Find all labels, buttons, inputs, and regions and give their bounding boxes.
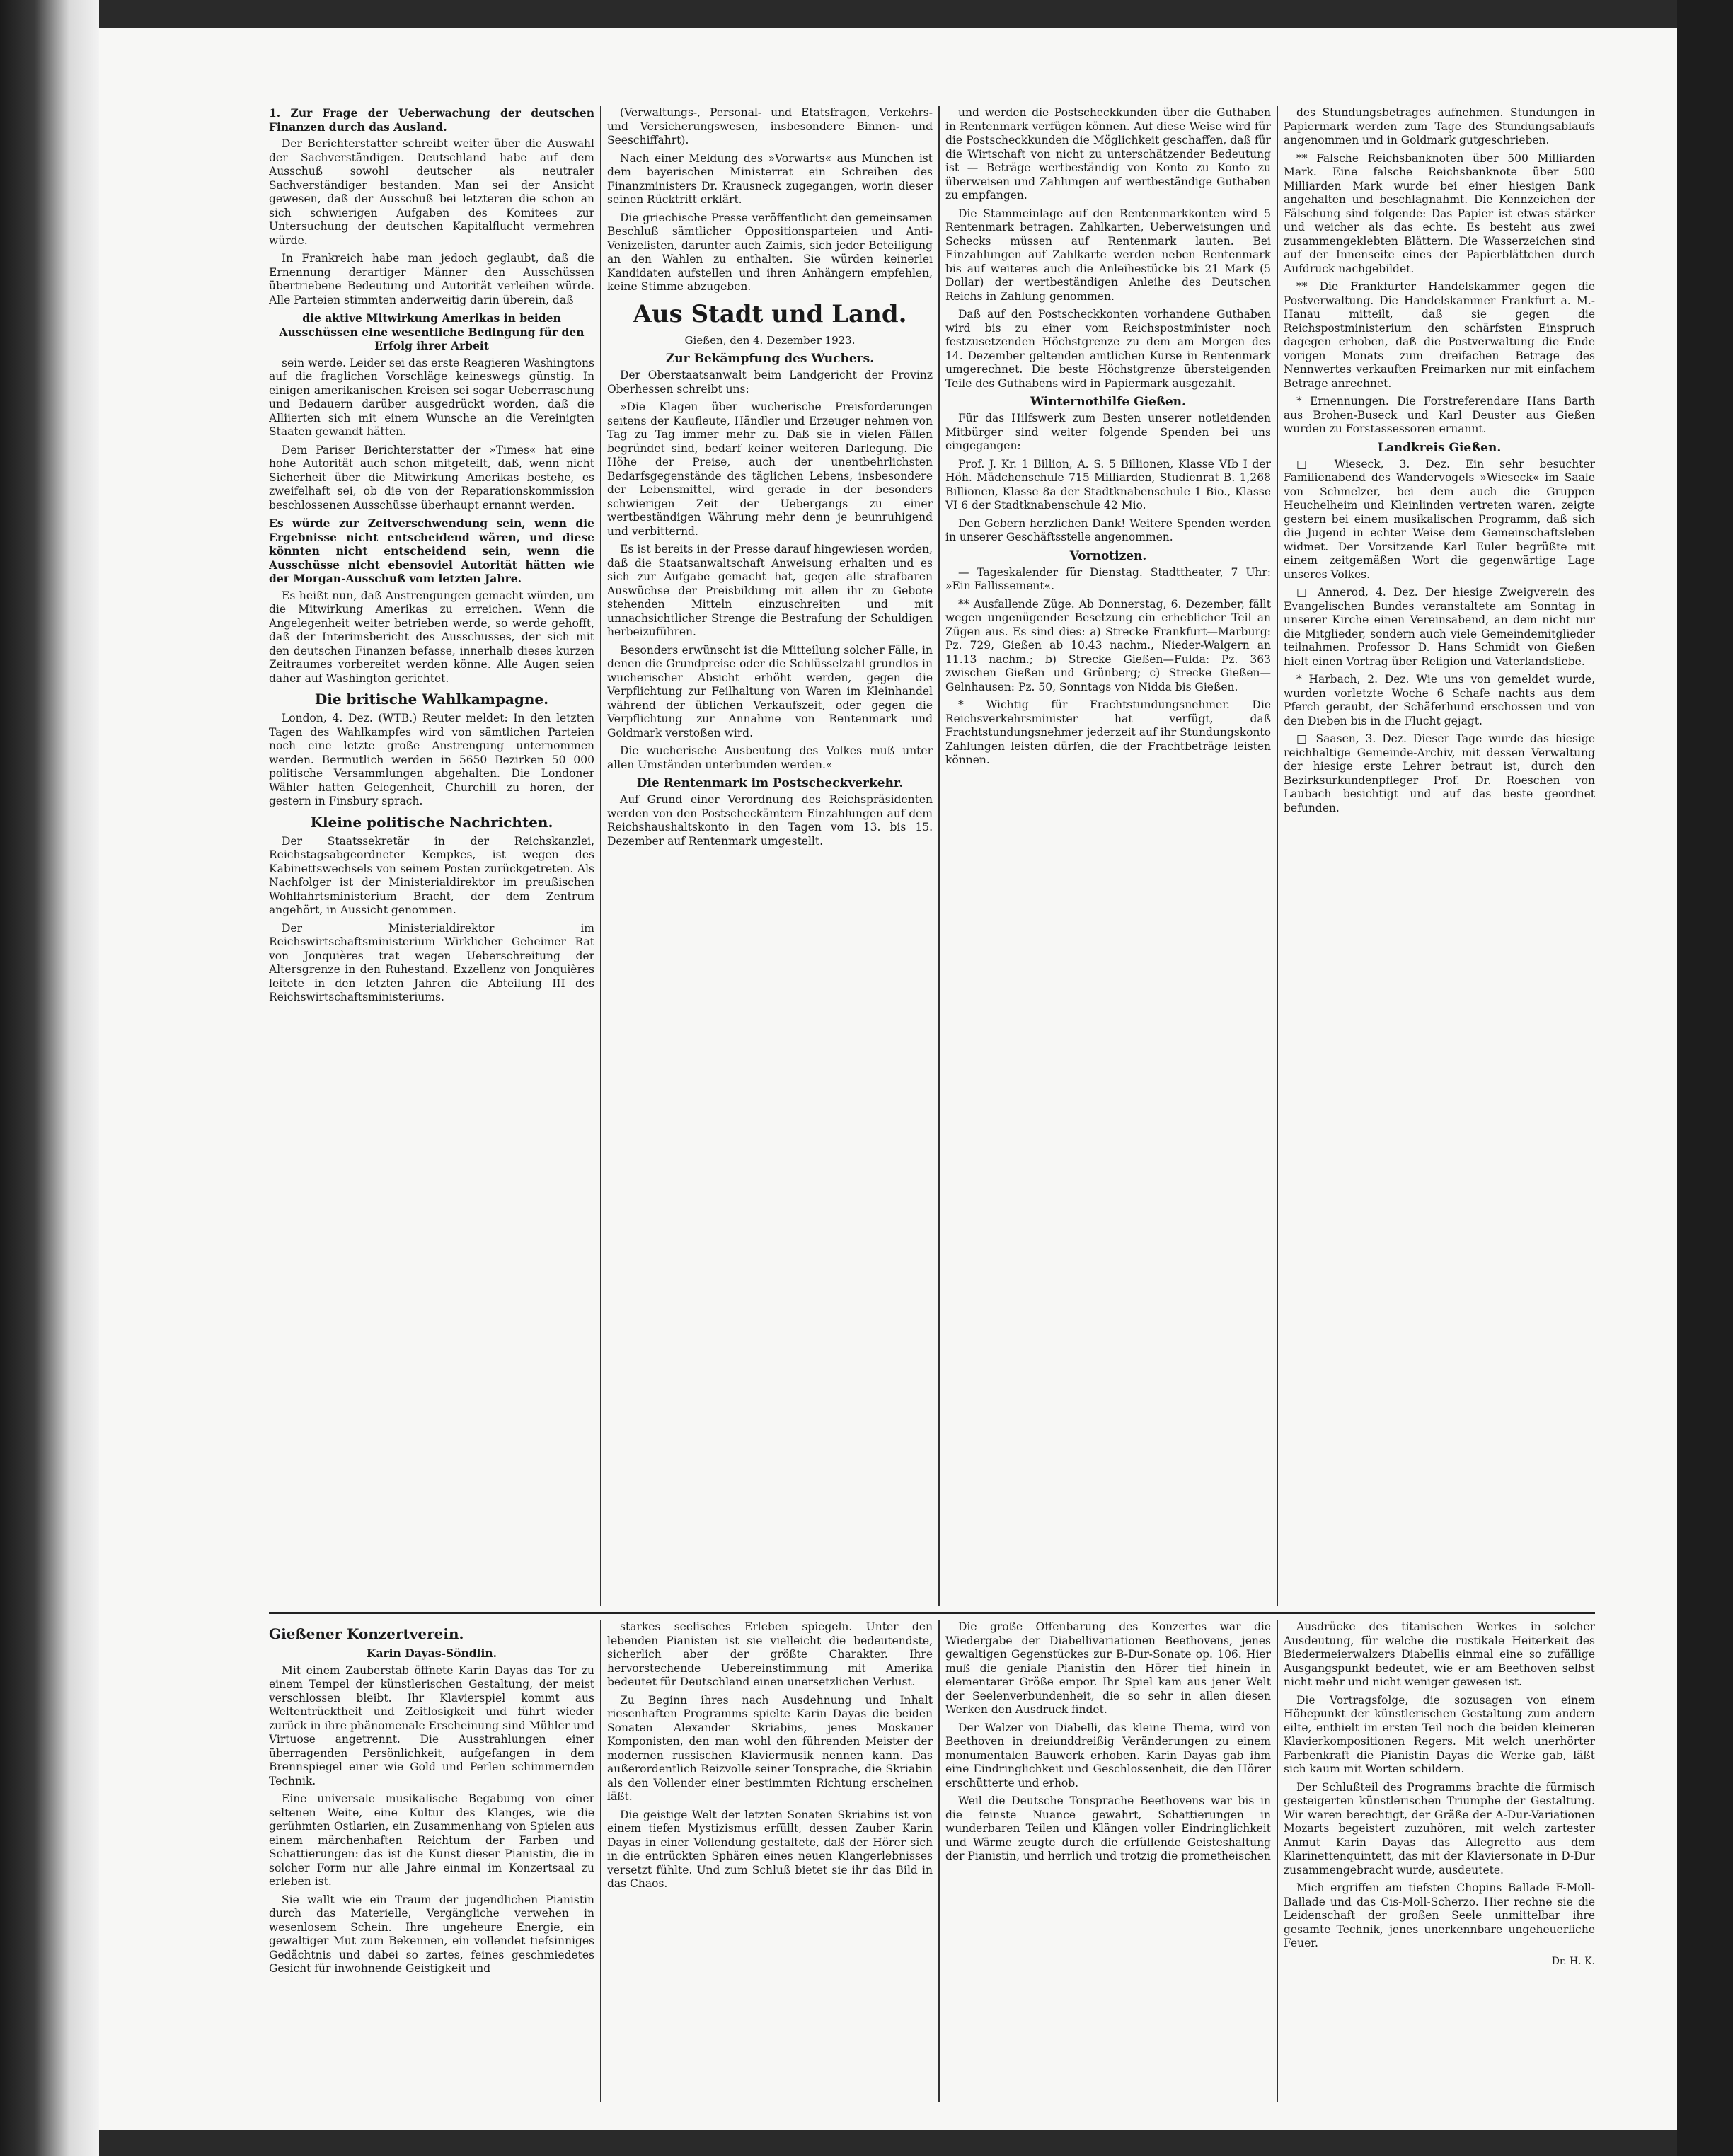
article-paragraph: Den Gebern herzlichen Dank! Weitere Spenden werden in unserer Geschäftsstelle angenommen. — [945, 517, 1271, 543]
article-paragraph: (Verwaltungs-, Personal- und Etatsfragen, Verkehrs- und Versicherungswesen, insbesondere Binnen- und Seeschiffahrt). — [607, 106, 933, 146]
headline-vornotizen: Vornotizen. — [1069, 548, 1147, 563]
column-4 — [1284, 106, 1595, 1606]
article-paragraph: * Ernennungen. Die Forstreferendare Hans Barth aus Brohen-Buseck und Karl Deuster aus Gießen wurden zu Forstassessoren ernannt. — [1284, 395, 1595, 435]
article-paragraph: Der Ministerialdirektor im Reichswirtschaftsministerium Wirklicher Geheimer Rat von Jonquières trat wegen Ueberschreitung der Altersgrenze in den Ruhestand. Exzellenz von Jonquières leitete in den letzten Jahren die Abteilung III des Reichswirtschaftsministeriums. — [269, 921, 594, 1003]
column-2 — [607, 106, 933, 1606]
article-paragraph: Es ist bereits in der Presse darauf hingewiesen worden, daß die Staatsanwaltschaft Anweisung erhalten und es sich zur Aufgabe gemacht hat, gegen alle strafbaren Auswüchse der Preisbildung mit allen ihr zu Gebote stehenden Mitteln einzuschreiten und mit unnachsichtlicher Strenge die Bestrafung der Schuldigen herbeizuführen. — [607, 543, 933, 638]
dateline: Gießen, den 4. Dezember 1923. — [684, 333, 856, 347]
headline-rentenmark: Die Rentenmark im Postscheckverkehr. — [636, 776, 904, 790]
column-divider — [600, 1620, 601, 2102]
article-paragraph: ** Falsche Reichsbanknoten über 500 Milliarden Mark. Eine falsche Reichsbanknote über 500 Milliarden Mark wurde bei einer hiesigen Bank angehalten und beschlagnahmt. Die Kennzeichen der Fälschung sind folgende: Das Papier ist etwas stärker und weicher als das echte. Es besteht aus zwei zusammengeklebten Blättern. Die Wasserzeichen sind auf der Innenseite eines der Papierblättchen durch Aufdruck nachgebildet. — [1284, 151, 1595, 275]
article-paragraph: Besonders erwünscht ist die Mitteilung solcher Fälle, in denen die Grundpreise oder die Schlüsselzahl grundlos in wucherischer Absicht erhöht werden, gegen die Verpflichtung zur Feilhaltung von Waren im Kleinhandel während der üblichen Verkaufszeit, oder gegen die Verpflichtung zur Annahme von Rentenmark und Goldmark verstoßen wird. — [607, 643, 933, 739]
headline-winternothilfe: Winternothilfe Gießen. — [1030, 395, 1186, 409]
article-paragraph: sein werde. Leider sei das erste Reagieren Washingtons auf die fraglichen Vorschläge keineswegs günstig. In einigen amerikanischen Kreisen sei sogar Ueberraschung und Bedauern darüber ausgedrückt worden, daß die Alliierten sich mit einem Wunsche an die Vereinigten Staaten gewandt hätten. — [269, 356, 594, 438]
article-paragraph: Die geistige Welt der letzten Sonaten Skriabins ist von einem tiefen Mystizismus erfüllt, dessen Zauber Karin Dayas in einer Vollendung gestaltete, daß der Hörer sich in die entrückten Sphären eines neuen Klangerlebnisses versetzt fühlte. Und zum Schluß bietet sie ihr das Bild in das Chaos. — [607, 1808, 933, 1890]
article-paragraph: des Stundungsbetrages aufnehmen. Stundungen in Papiermark werden zum Tage des Stundungsablaufs angenommen und in Goldmark gutgeschrieben. — [1284, 106, 1595, 146]
subheading-zeitverschwendung: Es würde zur Zeitverschwendung sein, wenn die Ergebnisse nicht entscheidend wären, und diese könnten nicht entscheidend sein, wenn die Ausschüsse nicht ebensoviel Autorität hätten wie der Morgan-Ausschuß vom letzten Jahre. — [269, 517, 594, 585]
article-paragraph: Der Oberstaatsanwalt beim Landgericht der Provinz Oberhessen schreibt uns: — [607, 369, 933, 396]
section-title-aus-stadt-und-land: Aus Stadt und Land. — [633, 299, 907, 328]
column-divider — [1277, 106, 1278, 1606]
article-paragraph: Der Berichterstatter schreibt weiter über die Auswahl der Sachverständigen. Deutschland habe auf dem Ausschuß sowohl deutscher als neutraler Sachverständiger bestanden. Man sei der Ansicht gewesen, daß der Ausschuß bei letzteren die schon an sich schwierigen Aufgaben des Komitees zur Untersuchung der deutschen Kapitalflucht vermehren würde. — [269, 137, 594, 247]
article-paragraph: Nach einer Meldung des »Vorwärts« aus München ist dem bayerischen Ministerrat ein Schreiben des Finanzministers Dr. Krausneck zugegangen, worin dieser seinen Rücktritt erklärt. — [607, 151, 933, 206]
book-spine-shadow — [0, 0, 99, 2156]
column-divider — [1277, 1620, 1278, 2102]
article-paragraph: Sie wallt wie ein Traum der jugendlichen Pianistin durch das Materielle, Vergängliche verwehen in wesenlosem Schein. Ihre ungeheure Energie, ein gewaltiger Mut zum Bekennen, ein vollendet tiefsinniges Gedächtnis und dabei so zartes, feines geschmiedetes Gesicht für inwohnende Geistigkeit und — [269, 1893, 594, 1975]
headline-kleine-nachrichten: Kleine politische Nachrichten. — [310, 813, 553, 831]
article-paragraph: Die wucherische Ausbeutung des Volkes muß unter allen Umständen unterbunden werden.« — [607, 744, 933, 771]
konzert-column-2 — [607, 1620, 933, 2102]
article-paragraph: * Wichtig für Frachtstundungsnehmer. Die Reichsverkehrsminister hat verfügt, daß Frachtstundungsnehmer jederzeit auf ihr Stundungskonto Zahlungen leisten dürfen, die der Frachtbeträge leisten können. — [945, 698, 1271, 766]
article-paragraph: Auf Grund einer Verordnung des Reichspräsidenten werden von den Postscheckämtern Einzahlungen auf dem Reichshaushaltskonto in den Tagen vom 13. bis 15. Dezember auf Rentenmark umgestellt. — [607, 793, 933, 848]
article-paragraph: * Harbach, 2. Dez. Wie uns von gemeldet wurde, wurden vorletzte Woche 6 Schafe nachts aus dem Pferch geraubt, der Schäferhund erschossen und von den Dieben bis in die Flucht gejagt. — [1284, 673, 1595, 727]
subheading-amerika: die aktive Mitwirkung Amerikas in beiden Ausschüssen eine wesentliche Bedingung für den Erfolg ihrer Arbeit — [279, 311, 585, 352]
article-paragraph: Es heißt nun, daß Anstrengungen gemacht würden, um die Mitwirkung Amerikas zu erreichen. Wenn die Angelegenheit weiter betrieben werde, so werde gehofft, daß der Interimsbericht des Ausschusses, der sich mit den deutschen Finanzen befasse, innerhalb dieses kurzen Zeitraumes vorbereitet werden könne. Alle Augen seien daher auf Washington gerichtet. — [269, 589, 594, 685]
article-paragraph: Daß auf den Postscheckkonten vorhandene Guthaben wird bis zu einer vom Reichspostminister noch festzusetzenden Höchstgrenze zu dem am Morgen des 14. Dezember geltenden amtlichen Kurse in Rentenmark umgerechnet. Die beste Höchstgrenze übersteigenden Teile des Guthabens wird in Papiermark ausgezahlt. — [945, 308, 1271, 390]
article-paragraph: ** Die Frankfurter Handelskammer gegen die Postverwaltung. Die Handelskammer Frankfurt a. M.-Hanau mitteilt, daß sie gegen die Reichspostministerium den schärfsten Einspruch dagegen erhoben, daß die Postverwaltung die Ende vorigen Monats zum dreifachen Betrage des Nennwertes verkauften Freimarken nur mit einfachem Betrage anrechnet. — [1284, 280, 1595, 390]
article-paragraph: Die Stammeinlage auf den Rentenmarkkonten wird 5 Rentenmark betragen. Zahlkarten, Ueberweisungen und Schecks müssen auf Rentenmark lauten. Bei Einzahlungen auf Zahlkarte werden neben Rentenmark bis auf weiteres auch die Anleihestücke bis 21 Mark (5 Dollar) der wertbeständigen Anleihe des Deutschen Reichs in Zahlung genommen. — [945, 207, 1271, 303]
article-paragraph: □ Wieseck, 3. Dez. Ein sehr besuchter Familienabend des Wandervogels »Wieseck« im Saale von Schmelzer, bei dem auch die Gruppen Heuchelheim und Kleinlinden vertreten waren, zeigte gestern bei einem musikalischen Programm, daß sich die Jugend in echter Weise dem Gemeinschaftsleben widmet. Der Vorsitzende Karl Euler begrüßte mit einem zeitgemäßen Wort die gegenwärtige Lage unseres Volkes. — [1284, 457, 1595, 581]
article-paragraph: Für das Hilfswerk zum Besten unserer notleidenden Mitbürger sind weiter folgende Spenden bei uns eingegangen: — [945, 412, 1271, 452]
subheading-karin-dayas: Karin Dayas-Söndlin. — [366, 1647, 497, 1660]
column-divider — [938, 1620, 940, 2102]
article-paragraph: □ Annerod, 4. Dez. Der hiesige Zweigverein des Evangelischen Bundes veranstaltete am Sonntag in unserer Kirche einen Vereinsabend, an dem nicht nur die Mitglieder, sondern auch viele Gemeindemitglieder teilnahmen. Professor D. Hans Schmidt von Gießen hielt einen Vortrag über Religion und Vaterlandsliebe. — [1284, 586, 1595, 668]
article-paragraph: Die Vortragsfolge, die sozusagen von einem Höhepunkt der künstlerischen Gestaltung zum andern eilte, enthielt im ersten Teil noch die beiden kleineren Klavierkompositionen Regers. Mit welch unerhörter Farbenkraft die Pianistin Dayas die Werke gab, läßt sich kaum mit Worten schildern. — [1284, 1693, 1595, 1775]
article-paragraph: Zu Beginn ihres nach Ausdehnung und Inhalt riesenhaften Programms spielte Karin Dayas die beiden Sonaten Alexander Skriabins, jenes Moskauer Komponisten, den man wohl den führenden Meister der modernen russischen Klaviermusik nennen kann. Das außerordentlich Reizvolle seiner Tonsprache, die Skriabin als den Vollender einer bestimmten Richtung erscheinen läßt. — [607, 1693, 933, 1803]
author-signature: Dr. H. K. — [1551, 1955, 1595, 1967]
article-paragraph: Prof. J. Kr. 1 Billion, A. S. 5 Billionen, Klasse VIb I der Höh. Mädchenschule 715 Milliarden, Studienrat B. 1,268 Billionen, Klasse 8a der Stadtknabenschule 1 Bio., Klasse VI 6 der Stadtknabenschule 42 Mio. — [945, 457, 1271, 512]
section-divider — [269, 1612, 1595, 1614]
article-paragraph: Eine universale musikalische Begabung von einer seltenen Weite, eine Kultur des Klanges, wie die gerühmten Ostlarien, ein Zusammenhang von Spielen aus einem märchenhaften Reichtum der Farben und Schattierungen: das ist die Kunst dieser Pianistin, die in solcher Form nur alle Jahre einmal im Konzertsaal zu erleben ist. — [269, 1792, 594, 1888]
article-paragraph: Der Schlußteil des Programms brachte die fürmisch gesteigerten künstlerischen Triumphe der Gestaltung. Wir waren berechtigt, der Gräße der A-Dur-Variationen Mozarts begeistert zuzuhören, mit welch zartester Anmut Karin Dayas das Allegretto aus dem Klarinettenquintett, das mit der Klaviersonate in D-Dur zusammengebracht wurde, ausdeutete. — [1284, 1780, 1595, 1877]
headline-ueberwachung: 1. Zur Frage der Ueberwachung der deutschen Finanzen durch das Ausland. — [269, 106, 594, 134]
column-1 — [269, 106, 594, 1606]
article-paragraph: Mit einem Zauberstab öffnete Karin Dayas das Tor zu einem Tempel der künstlerischen Gestaltung, der meist verschlossen bleibt. Ihr Klavierspiel kommt aus Weltentrücktheit und Zeitlosigkeit und führt wieder zurück in ihre phänomenale Erscheinung sind Mühler und Virtuose angetrennt. Die Ausstrahlungen einer überragenden Persönlichkeit, aufgefangen in dem Brennspiegel einer wie Gold und Perlen schimmernden Technik. — [269, 1664, 594, 1787]
article-paragraph: Mich ergriffen am tiefsten Chopins Ballade F-Moll-Ballade und das Cis-Moll-Scherzo. Hier rechne sie die Leidenschaft der großen Seele unmittelbar ihre gesamte Technik, jenes unerkennbare ungeheuerliche Feuer. — [1284, 1881, 1595, 1949]
article-paragraph: Weil die Deutsche Tonsprache Beethovens war bis in die feinste Nuance gewahrt, Schattierungen in wunderbaren Teilen und Klängen voller Eindringlichkeit und Wärme zeugte durch die erfüllende Geisteshaltung der Pianistin, und herrlich und trotzig die prometheischen — [945, 1794, 1271, 1862]
article-paragraph: Ausdrücke des titanischen Werkes in solcher Ausdeutung, für welche die rustikale Heiterkeit des Biedermeierwalzers Diabellis einmal eine so zufällige Ausgangspunkt bedeutet, wie er am Beethoven selbst nicht mehr und nicht weniger gewesen ist. — [1284, 1620, 1595, 1688]
konzert-column-4 — [1284, 1620, 1595, 2102]
article-paragraph: Dem Pariser Berichterstatter der »Times« hat eine hohe Autorität auch schon mitgeteilt, daß, wenn nicht Sicherheit über die Mitwirkung Amerikas bestehe, es zweifelhaft sei, ob die von der Reparationskommission beschlossenen Ausschüsse überhaupt ernannt werden. — [269, 443, 594, 512]
headline-konzertverein: Gießener Konzertverein. — [269, 1625, 464, 1642]
headline-wucher: Zur Bekämpfung des Wuchers. — [665, 352, 875, 366]
column-divider — [600, 106, 601, 1606]
article-paragraph: London, 4. Dez. (WTB.) Reuter meldet: In den letzten Tagen des Wahlkampfes wird von sämtlichen Parteien noch eine letzte große Anstrengung unternommen werden. Bermutlich werden in 5650 Bezirken 50 000 politische Versammlungen abgehalten. Die Londoner Wähler hatten Gelegenheit, Churchill zu hören, der gestern in Finsbury sprach. — [269, 712, 594, 807]
article-paragraph: ** Ausfallende Züge. Ab Donnerstag, 6. Dezember, fällt wegen ungenügender Besetzung ein erheblicher Teil an Zügen aus. Es sind dies: a) Strecke Frankfurt—Marburg: Pz. 729, Gießen ab 10.43 nachm., Nieder-Walgern an 11.13 nachm.; b) Strecke Gießen—Fulda: Pz. 363 zwischen Gießen und Grünberg; c) Strecke Gießen—Gelnhausen: Pz. 50, Sonntags von Nidda bis Gießen. — [945, 597, 1271, 693]
article-paragraph: und werden die Postscheckkunden über die Guthaben in Rentenmark verfügen können. Auf diese Weise wird für die Postscheckkunden die Möglichkeit geschaffen, daß für die Wirtschaft von nicht zu unterschätzender Bedeutung ist — Beträge wertbeständig von Konto zu Konto zu überweisen und Zahlungen auf wertbeständige Guthaben zu empfangen. — [945, 106, 1271, 202]
headline-britische-wahlkampagne: Die britische Wahlkampagne. — [314, 691, 549, 708]
article-paragraph: □ Saasen, 3. Dez. Dieser Tage wurde das hiesige reichhaltige Gemeinde-Archiv, mit dessen Verwaltung der hiesige erste Lehrer betraut ist, durch den Bezirksurkundenpfleger Prof. Dr. Roeschen von Laubach besichtigt und auf das beste geordnet befunden. — [1284, 732, 1595, 814]
article-paragraph: Der Staatssekretär in der Reichskanzlei, Reichstagsabgeordneter Kempkes, ist wegen des Kabinettswechsels von seinem Posten zurückgetreten. Als Nachfolger ist der Ministerialdirektor im preußischen Wohlfahrtsministerium Bracht, der dem Zentrum angehört, in Aussicht genommen. — [269, 834, 594, 916]
article-paragraph: In Frankreich habe man jedoch geglaubt, daß die Ernennung derartiger Männer den Ausschüssen übertriebene Bedeutung und Autorität verleihen würde. Alle Parteien stimmten anderweitig darin überein, daß — [269, 252, 594, 306]
konzert-column-3 — [945, 1620, 1271, 2102]
column-divider — [938, 106, 940, 1606]
column-3 — [945, 106, 1271, 1606]
scan-background-edge — [1677, 0, 1733, 2156]
article-paragraph: Die große Offenbarung des Konzertes war die Wiedergabe der Diabellivariationen Beethovens, jenes gewaltigen Gegenstückes zur B-Dur-Sonate op. 106. Hier muß die geniale Pianistin den Hörer tief hinein in elementarer Größe empor. Ihr Spiel kam aus jener Welt der Seelenverbundenheit, die so sehr in allen diesen Werken den Ausdruck findet. — [945, 1620, 1271, 1716]
article-paragraph: Der Walzer von Diabelli, das kleine Thema, wird von Beethoven in dreiunddreißig Veränderungen zu einem monumentalen Bauwerk erhoben. Karin Dayas gab ihm eine Eindringlichkeit und Geschlossenheit, die den Hörer erschütterte und erhob. — [945, 1721, 1271, 1789]
newspaper-page — [99, 28, 1677, 2130]
article-paragraph: — Tageskalender für Dienstag. Stadttheater, 7 Uhr: »Ein Fallissement«. — [945, 565, 1271, 592]
article-paragraph: starkes seelisches Erleben spiegeln. Unter den lebenden Pianisten ist sie vielleicht die bedeutendste, sicherlich aber der größte Charakter. Ihre hervorstechende Uebereinstimmung mit Amerika bedeutet für Deutschland einen unersetzlichen Verlust. — [607, 1620, 933, 1688]
article-paragraph: Die griechische Presse veröffentlicht den gemeinsamen Beschluß sämtlicher Oppositionsparteien und Anti-Venizelisten, darunter auch Zaimis, sich jeder Beteiligung an den Wahlen zu enthalten. Sie würden keinerlei Kandidaten aufstellen und ihren Anhängern empfehlen, keine Stimme abzugeben. — [607, 211, 933, 293]
headline-landkreis: Landkreis Gießen. — [1377, 440, 1502, 455]
article-paragraph: »Die Klagen über wucherische Preisforderungen seitens der Kaufleute, Händler und Erzeuger nehmen von Tag zu Tag immer mehr zu. Daß sie in vielen Fällen begründet sind, bedarf keiner weiteren Darlegung. Die Höhe der Preise, auch der unentbehrlichsten Bedarfsgegenstände des täglichen Lebens, insbesondere der Lebensmittel, wird gerade in der besonders schwierigen Zeit der Uebergangs zu einer wertbeständigen Währung mehr denn je beunruhigend und verbitternd. — [607, 400, 933, 538]
konzert-column-1 — [269, 1620, 594, 2102]
